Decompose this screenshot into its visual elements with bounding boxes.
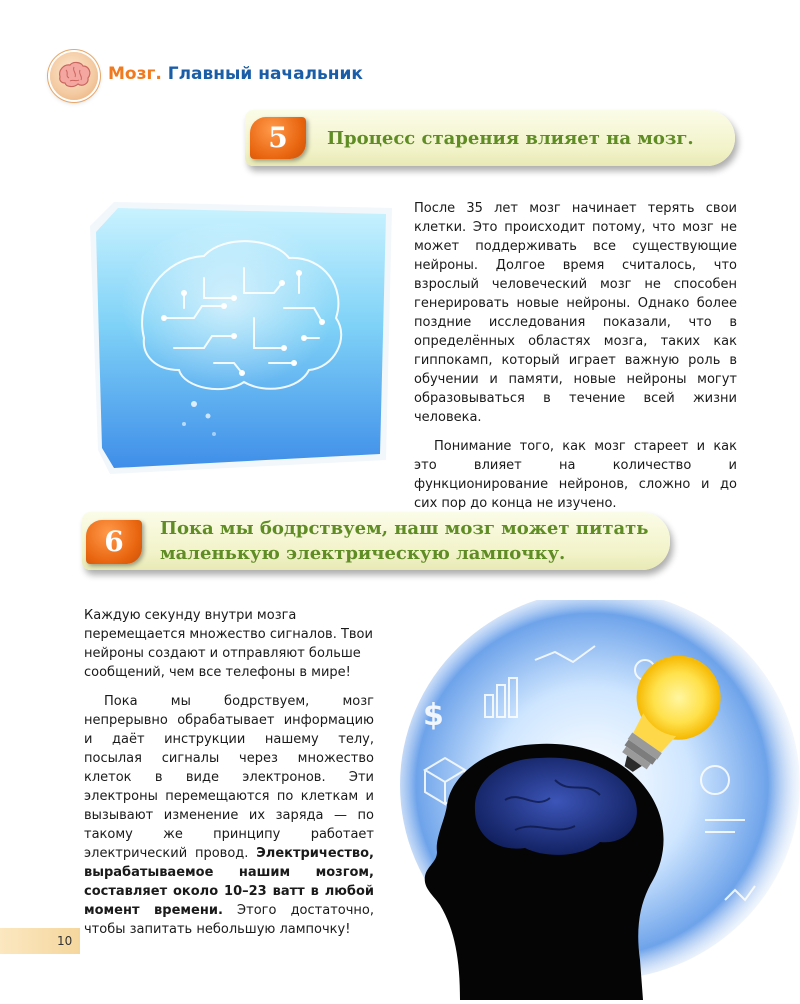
section-6-paragraph-1: Каждую секунду внутри мозга перемещается множество сигналов. Твои нейроны создают и отправляют больше сообщений, чем все телефоны в мире! — [84, 608, 373, 680]
section-6-text — [84, 606, 374, 939]
section-6-paragraph-2 — [84, 692, 374, 939]
section-5-paragraph-1: После 35 лет мозг начинает терять свои клетки. Это происходит потому, что мозг не может поддерживать все существующие нейроны. Долгое время считалось, что взрослый человеческий мозг не способен генерировать новые нейроны. Однако более поздние исследования показали, что в определённых областях мозга, таких как гиппокамп, который играет важную роль в обучении и памяти, новые нейроны могут образовываться в течение всей жизни человека. — [414, 201, 737, 425]
header-title-brain: Мозг. — [108, 64, 162, 84]
section-6-number-badge — [86, 520, 142, 564]
header-title-subtitle: Главный начальник — [167, 64, 363, 84]
head-lightbulb-illustration — [385, 600, 800, 1000]
page-number: 10 — [57, 934, 73, 948]
section-5-number-badge — [250, 117, 306, 159]
section-6-number: 6 — [104, 525, 124, 558]
section-5-text — [414, 199, 737, 513]
brain-logo-icon — [50, 52, 98, 100]
section-5-title: Процесс старения влияет на мозг. — [327, 128, 694, 149]
section-6-title — [160, 516, 649, 566]
section-6-title-line-1: Пока мы бодрствуем, наш мозг может питать — [160, 518, 649, 539]
running-header-title — [108, 64, 363, 84]
section-6-paragraph-2-plain: Пока мы бодрствуем, мозг непрерывно обрабатывает информацию и даёт инструкции нашему телу, посылая сигналы через множество клеток в виде электронов. Эти электроны перемещаются по клеткам и вызывают изменение их заряда — по такому же принципу работает электрический провод. — [84, 694, 374, 861]
circuit-brain-image — [84, 198, 394, 480]
dollar-sign-icon: $ — [423, 698, 444, 733]
section-5-number: 5 — [268, 121, 288, 154]
section-5-paragraph-2: Понимание того, как мозг стареет и как это влияет на количество и функционирование нейронов, сложно и до сих пор до конца не изучено. — [414, 439, 737, 511]
section-6-paragraph-2-bold: Электричество, вырабатываемое нашим мозгом, составляет около 10–23 ватт в любой момент времени. — [84, 846, 374, 918]
section-6-title-line-2: маленькую электрическую лампочку. — [160, 543, 566, 564]
section-6-paragraph-2-tail: Этого достаточно, чтобы запитать небольшую лампочку! — [84, 903, 374, 937]
